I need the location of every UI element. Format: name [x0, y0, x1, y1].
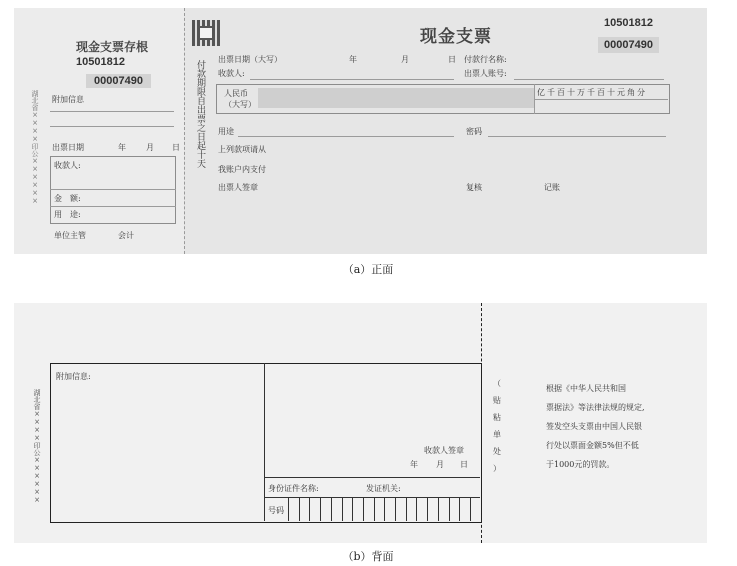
check-code: 10501812 [604, 17, 653, 29]
paste-slip-text [490, 375, 504, 477]
id-name-label: 身份证件名称: [268, 484, 319, 493]
bookkeeping-label: 记账 [544, 183, 560, 192]
stub-day: 日 [172, 143, 180, 152]
stub-issue-date-label: 出票日期 [52, 143, 84, 152]
number-cell-divider [438, 497, 439, 521]
digit-unit: 千 [587, 88, 595, 97]
account-line [514, 79, 664, 80]
digit-unit: 亿 [537, 88, 545, 97]
paste-slip-char: 贴 [493, 396, 501, 405]
digit-unit: 百 [557, 88, 565, 97]
number-cell-divider [416, 497, 417, 521]
issue-date-label: 出票日期（大写） [218, 55, 282, 64]
stub-year: 年 [118, 143, 126, 152]
paste-slip-char: 单 [493, 430, 501, 439]
law-notice-line: 于1000元的罚款。 [546, 460, 615, 469]
review-label: 复核 [466, 183, 482, 192]
password-line [488, 136, 666, 137]
rmb-upper-label: （大写） [224, 100, 256, 109]
purpose-line [238, 136, 454, 137]
stub-supervisor: 单位主管 [54, 231, 86, 240]
number-cell-divider [459, 497, 460, 521]
rmb-label: 人民币 [224, 89, 248, 98]
stub-purpose: 用 途: [54, 210, 81, 219]
check-serial: 00007490 [598, 37, 659, 53]
qr-code-inner [198, 26, 214, 40]
number-cell-divider [309, 497, 310, 521]
digit-unit: 十 [567, 88, 575, 97]
check-front [14, 8, 707, 254]
back-perforation [481, 303, 482, 543]
stub-month: 月 [146, 143, 154, 152]
law-notice-line: 根据《中华人民共和国 [546, 384, 626, 393]
digit-unit: 万 [577, 88, 585, 97]
issue-year: 年 [349, 55, 357, 64]
law-notice-line: 行处以票面金额5%但不低 [546, 441, 639, 450]
stub-payee: 收款人: [54, 161, 81, 170]
issue-month: 月 [401, 55, 409, 64]
issue-day: 日 [448, 55, 456, 64]
stub-amount: 金 额: [54, 194, 81, 203]
number-cell-divider [406, 497, 407, 521]
stub-extra-info: 附加信息 [52, 95, 84, 104]
digit-unit: 千 [547, 88, 555, 97]
back-extra-info: 附加信息: [56, 372, 91, 381]
back-side-text: 湖北省××××印公×××××× [33, 389, 41, 504]
digit-unit: 十 [607, 88, 615, 97]
please-from-text: 上列款项请从 [218, 145, 266, 154]
number-cell-divider [320, 497, 321, 521]
paste-slip-char: ） [493, 464, 501, 473]
digit-row-line [534, 99, 668, 100]
drawer-sign-label: 出票人签章 [218, 183, 258, 192]
payee-label: 收款人: [218, 69, 245, 78]
check-title: 现金支票 [420, 27, 492, 47]
paying-bank-label: 付款行名称: [464, 55, 507, 64]
digit-unit: 分 [637, 88, 645, 97]
password-label: 密码 [466, 127, 482, 136]
number-cell-divider [352, 497, 353, 521]
back-caption: （b）背面 [342, 550, 394, 563]
back-day: 日 [460, 460, 468, 469]
number-cell-divider [288, 497, 289, 521]
paste-slip-char: 处 [493, 447, 501, 456]
digit-units [536, 87, 646, 98]
paste-slip-char: （ [493, 379, 501, 388]
payee-sign-label: 收款人签章 [424, 446, 464, 455]
amount-words-field[interactable] [258, 88, 534, 108]
issuing-authority-label: 发证机关: [366, 484, 401, 493]
number-cell-divider [299, 497, 300, 521]
stub-line [50, 111, 174, 112]
number-cell-divider [342, 497, 343, 521]
digit-unit: 角 [627, 88, 635, 97]
back-month: 月 [436, 460, 444, 469]
id-row-top [264, 477, 480, 478]
digit-unit: 元 [617, 88, 625, 97]
check-back [14, 303, 707, 543]
stub-title: 现金支票存根 [76, 40, 149, 54]
stub-line [50, 126, 174, 127]
purpose-label: 用途 [218, 127, 234, 136]
my-account-text: 我账户内支付 [218, 165, 266, 174]
validity-text: 付款期限自出票之日起十天 [195, 60, 205, 168]
front-caption: （a）正面 [342, 263, 394, 276]
number-cell-divider [427, 497, 428, 521]
number-cell-divider [363, 497, 364, 521]
number-cell-divider [395, 497, 396, 521]
stub-line [50, 189, 176, 190]
stub-line [50, 206, 176, 207]
number-cell-divider [449, 497, 450, 521]
drawer-account-label: 出票人账号: [464, 69, 507, 78]
law-notice-line: 签发空头支票由中国人民银 [546, 422, 642, 431]
number-cell-divider [384, 497, 385, 521]
paste-slip-char: 粘 [493, 413, 501, 422]
back-year: 年 [410, 460, 418, 469]
stub-code: 10501812 [76, 56, 125, 68]
stub-serial: 00007490 [86, 74, 151, 88]
stub-accountant: 会计 [118, 231, 134, 240]
number-cell-divider [470, 497, 471, 521]
number-cell-divider [331, 497, 332, 521]
check-stub [14, 8, 184, 254]
law-notice-line: 票据法》等法律法规的规定, [546, 403, 645, 412]
payee-line [250, 79, 454, 80]
digit-unit: 百 [597, 88, 605, 97]
number-label: 号码 [268, 506, 284, 515]
stub-side-text: 湖北省××××印公×××××× [31, 90, 39, 205]
number-cell-divider [374, 497, 375, 521]
stub-perforation [184, 8, 186, 254]
